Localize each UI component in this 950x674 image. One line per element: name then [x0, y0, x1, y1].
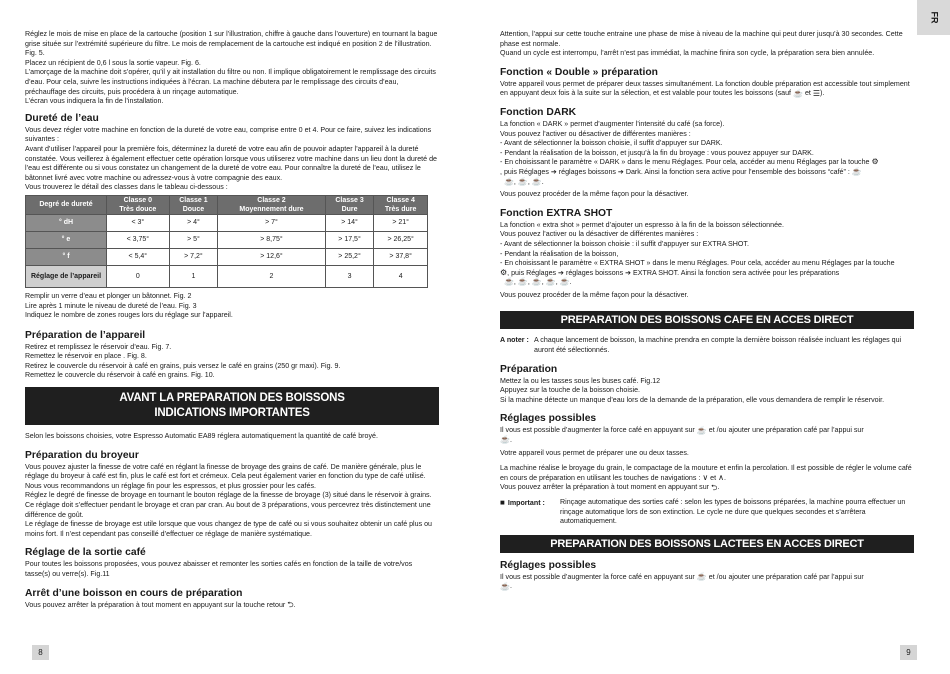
paragraph — [500, 168, 914, 178]
paragraph-text: Il vous est possible d’augmenter la force café en appuyant sur — [500, 426, 695, 435]
note-label: A noter : — [500, 336, 529, 345]
coffee-cup-icon: ☕ — [531, 277, 542, 287]
paragraph: - Avant de sélectionner la boisson choisie, il suffit d’appuyer sur DARK. — [500, 139, 723, 148]
paragraph — [500, 426, 914, 436]
table-cell: < 3° — [107, 214, 170, 231]
paragraph: ☕, ☕, ☕. — [503, 176, 544, 186]
table-cell: 2 — [218, 265, 326, 287]
paragraph: Vous devez régler votre machine en fonction de la dureté de votre eau, comprise entre 0 et 4. Pour ce faire, suivez les indications suivantes : — [25, 125, 432, 144]
paragraph-text: et — [710, 473, 717, 482]
coffee-cup-icon: ☕ — [503, 176, 514, 186]
chevron-down-icon: ∨ — [702, 472, 709, 482]
section-heading: Fonction « Double » préparation — [500, 66, 658, 78]
section-heading: Dureté de l’eau — [25, 112, 99, 124]
paragraph: ☕, ☕, ☕, ☕, ☕. — [503, 277, 572, 287]
paragraph: Selon les boissons choisies, votre Espresso Automatic EA89 réglera automatiquement la quantité de café broyé. — [25, 432, 378, 441]
paragraph: ☕. — [500, 581, 512, 591]
left-column — [25, 30, 439, 610]
paragraph: Mettez la ou les tasses sous les buses café. Fig.12 — [500, 376, 661, 385]
banner-line: AVANT LA PREPARATION DES BOISSONS — [119, 392, 345, 405]
paragraph-text: et /ou ajouter une préparation café par l’appui sur — [708, 572, 864, 581]
coffee-cup-icon: ☕ — [545, 277, 556, 287]
section-heading: Fonction EXTRA SHOT — [500, 207, 613, 219]
paragraph: Retirez le couvercle du réservoir à café en grains, puis versez le café en grains (250 gr maxi). Fig. 9. — [25, 361, 341, 370]
section-heading: Fonction DARK — [500, 106, 577, 118]
important-block — [500, 498, 914, 527]
paragraph-text: Vous pouvez arrêter la préparation à tout moment en appuyant sur — [500, 483, 709, 492]
table-header: Degré de dureté — [26, 195, 107, 214]
paragraph-text: Il vous est possible d’augmenter la force café en appuyant sur — [500, 572, 695, 581]
extra-shot-icon: ☕ — [500, 435, 510, 445]
paragraph: Lire après 1 minute le niveau de dureté de l’eau. Fig. 3 — [25, 301, 197, 310]
coffee-cup-icon: ☕ — [559, 277, 570, 287]
table-header-row — [26, 195, 428, 214]
table-cell: < 5,4° — [107, 248, 170, 265]
paragraph: Vous pouvez ajuster la finesse de votre café en réglant la finesse de broyage des grains de café. De manière générale, plus le réglage du broyeur à café est fin, plus le café est fort et crémeux. Cela peut également varier en fonction du type de café utilisé. Nous vous recommandons un réglage fin pour les espressos, et plus grossier pour les cafés. — [25, 462, 426, 490]
paragraph-text: , puis Réglages ➔ réglages boissons ➔ EXTRA SHOT. Ainsi la fonction sera activée pour les préparations — [507, 268, 840, 277]
table-header: Classe 0 Très douce — [107, 195, 170, 214]
paragraph: Vous pouvez l’activer ou désactiver de différentes manières : — [500, 129, 691, 138]
paragraph: - Pendant la réalisation de la boisson, et jusqu’à la fin du broyage : vous pouvez appuyer sur DARK. — [500, 148, 814, 157]
paragraph: Remplir un verre d’eau et plonger un bâtonnet. Fig. 2 — [25, 291, 192, 300]
row-label: Réglage de l’appareil — [26, 265, 107, 287]
paragraph: Votre appareil vous permet de préparer deux tasses simultanément. La fonction double préparation est accessible tout simplement en appuyant deux fois à la suite sur la sélection, et est valable pour toutes les boissons (sauf ☕ et ☰). — [500, 79, 910, 98]
table-cell: 1 — [169, 265, 218, 287]
paragraph: L’écran vous indiquera la fin de l’installation. — [25, 97, 164, 106]
table-cell: > 17,5° — [325, 231, 374, 248]
paragraph: Placez un récipient de 0,6 l sous la sortie vapeur. Fig. 6. — [25, 58, 201, 67]
coffee-cup-icon: ☕ — [531, 176, 542, 186]
note-text: A chaque lancement de boisson, la machine prendra en compte la dernière boisson réalisée incluant les réglages qui auront été sélectionnés. — [534, 336, 902, 355]
paragraph: La fonction « extra shot » permet d’ajouter un espresso à la fin de la boisson sélectionnée. — [500, 220, 784, 229]
paragraph: Retirez et remplissez le réservoir d’eau. Fig. 7. — [25, 342, 172, 351]
coffee-cup-icon: ☕ — [517, 277, 528, 287]
table-cell: > 37,8° — [374, 248, 428, 265]
table-row — [26, 265, 428, 287]
section-heading: Préparation du broyeur — [25, 449, 139, 461]
back-icon: ⮌ — [287, 599, 294, 609]
paragraph: Vous trouverez le détail des classes dans le tableau ci-dessous : — [25, 183, 228, 192]
table-header: Classe 2 Moyennement dure — [218, 195, 326, 214]
paragraph: Remettez le réservoir en place . Fig. 8. — [25, 352, 147, 361]
table-row — [26, 248, 428, 265]
table-cell: > 25,2° — [325, 248, 374, 265]
dark-icon: ☕ — [696, 425, 707, 435]
paragraph-text: Vous pouvez arrêter la préparation à tout moment en appuyant sur la touche retour — [25, 600, 286, 609]
paragraph: Vous pouvez arrêter la préparation à tout moment en appuyant sur la touche retour ⮌. — [25, 599, 296, 609]
gear-icon: ⚙ — [871, 157, 879, 167]
table-header: Classe 3 Dure — [325, 195, 374, 214]
paragraph-text: Votre appareil vous permet de préparer deux tasses simultanément. La fonction double préparation est accessible tout simplement en appuyant deux fois à la suite sur la sélection, et est valable pour toutes les boissons (sauf — [500, 79, 910, 98]
paragraph: La machine réalise le broyage du grain, le compactage de la mouture et enfin la percolation. Il est possible de régler le volume café en cours de préparation en utilisant les touches de navigations : ∨ et ∧. — [500, 464, 912, 482]
right-column — [500, 30, 914, 592]
coffee-cup-icon: ☕ — [517, 176, 528, 186]
table-row — [26, 231, 428, 248]
table-header: Classe 1 Douce — [169, 195, 218, 214]
paragraph: L’amorçage de la machine doit s’opérer, qu’il y ait installation du filtre ou non. Il implique obligatoirement le remplissage des circuits d’eau. Pour cela, suivre les instructions indiquées à l’écran. La machine débutera par le remplissage des circuits d’eau, préchauffage des circuits, puis procédera à un rinçage automatique. — [25, 68, 436, 96]
paragraph-text: et /ou ajouter une préparation café par l’appui sur — [708, 426, 864, 435]
paragraph: Réglez le mois de mise en place de la cartouche (position 1 sur l’illustration, chiffre à gauche dans l’ouverture) en tournant la bague grise située sur l’extrémité supérieure du filtre. Le mois de remplacement de la cartouche est indiqué en position 2 de l’illustration. Fig. 5. — [25, 30, 438, 58]
chevron-up-icon: ∧ — [718, 472, 724, 482]
page-number: 8 — [32, 645, 49, 660]
paragraph: Pour toutes les boissons proposées, vous pouvez abaisser et remonter les sorties cafés en fonction de la taille de votre/vos tasse(s) ou verre(s). Fig.11 — [25, 560, 413, 578]
table-cell: > 14° — [325, 214, 374, 231]
important-text: Rinçage automatique des sorties café : selon les types de boissons préparées, la machine pourra effectuer un rinçage automatique lors de son extinction. Le cycle ne dure que quelques secondes et s’arrêtera automatiquement. — [560, 498, 906, 526]
banner-line: INDICATIONS IMPORTANTES — [154, 407, 310, 420]
paragraph: Appuyez sur la touche de la boisson choisie. — [500, 386, 640, 395]
paragraph: Vous pouvez procéder de la même façon pour la désactiver. — [500, 190, 689, 199]
dark-icon: ☕ — [696, 571, 707, 581]
coffee-cup-icon: ☕ — [503, 277, 514, 287]
paragraph: - Avant de sélectionner la boisson choisie : il suffit d’appuyer sur EXTRA SHOT. — [500, 239, 749, 248]
row-label: ° dH — [26, 214, 107, 231]
paragraph: - En choisissant le paramètre « EXTRA SHOT » dans le menu Réglages. Pour cela, accéder au menu Réglages par la touche — [500, 259, 895, 268]
section-heading: Réglage de la sortie café — [25, 547, 146, 559]
paragraph: Si la machine détecte un manque d’eau lors de la demande de la préparation, elle vous demandera de remplir le réservoir. — [500, 395, 885, 404]
table-cell: > 7,2° — [169, 248, 218, 265]
table-cell: 0 — [107, 265, 170, 287]
section-heading: Préparation de l’appareil — [25, 329, 146, 341]
section-heading: Réglages possibles — [500, 413, 597, 425]
table-cell: < 3,75° — [107, 231, 170, 248]
paragraph-text: La machine réalise le broyage du grain, le compactage de la mouture et enfin la percolation. Il est possible de régler le volume café en cours de préparation en utilisant les touches de navigations : — [500, 464, 912, 482]
menu-icon: ☰ — [812, 88, 821, 98]
paragraph-text: , puis Réglages ➔ réglages boissons ➔ Dark. Ainsi la fonction sera active pour l’ensemble des boissons “café” : — [500, 167, 850, 176]
table-cell: > 4° — [169, 214, 218, 231]
back-icon: ⮌ — [710, 482, 718, 492]
paragraph: Vous pouvez l’activer ou la désactiver de différentes manières : — [500, 230, 699, 239]
page-number: 9 — [900, 645, 917, 660]
row-label: ° f — [26, 248, 107, 265]
section-banner — [25, 387, 439, 425]
gear-icon: ⚙ — [500, 267, 508, 277]
table-cell: > 5° — [169, 231, 218, 248]
paragraph: Vous pouvez procéder de la même façon pour la désactiver. — [500, 290, 689, 299]
important-label: ■ Important : — [500, 498, 560, 527]
language-tab: FR — [917, 0, 950, 35]
table-cell: > 21° — [374, 214, 428, 231]
table-row — [26, 214, 428, 231]
right-page — [475, 0, 950, 674]
table-cell: > 12,6° — [218, 248, 326, 265]
paragraph: Réglez le degré de finesse de broyage en tournant le bouton réglage de la finesse de broyage (3) situé dans le réservoir à grains. Ce réglage doit s’effectuer pendant le broyage et cran par cran. Au bout de 3 préparations, vous percevrez très distinctement une différence de goût. — [25, 491, 432, 519]
paragraph: Votre appareil vous permet de préparer une ou deux tasses. — [500, 448, 689, 457]
paragraph — [500, 573, 914, 583]
paragraph: ☕. — [500, 435, 512, 445]
paragraph: Quand un cycle est interrompu, l’arrêt n’est pas immédiat, la machine finira son cycle, la préparation sera bien annulée. — [500, 49, 875, 58]
paragraph: Avant d’utiliser l’appareil pour la première fois, déterminez la dureté de votre eau afin de pouvoir adapter l’appareil à la dureté constatée. Vous veillerez à également effectuer cette opération lorsque vous utiliserez votre machine dans un lieu dont la dureté de l’eau est différente ou si vous constatez un changement de la dureté de votre eau. Pour connaître la dureté de l’eau, utilisez le bâtonnet livré avec votre machine ou adressez-vous à votre compagnie des eaux. — [25, 144, 437, 182]
paragraph: Attention, l’appui sur cette touche entraine une phase de mise à niveau de la machine qui peut durer jusqu’à 30 secondes. Cette phase est normale. — [500, 30, 903, 48]
section-banner: PREPARATION DES BOISSONS LACTEES EN ACCES DIRECT — [500, 535, 914, 553]
table-cell: > 8,75° — [218, 231, 326, 248]
table-cell: > 7° — [218, 214, 326, 231]
paragraph: - Pendant la réalisation de la boisson, — [500, 249, 619, 258]
paragraph-text: - En choisissant le paramètre « DARK » dans le menu Réglages. Pour cela, accéder au menu Réglages par la touche — [500, 158, 870, 167]
note-block — [500, 336, 914, 355]
extra-shot-icon: ☕ — [500, 581, 510, 591]
table-cell: > 26,25° — [374, 231, 428, 248]
paragraph: La fonction « DARK » permet d’augmenter l’intensité du café (sa force). — [500, 119, 725, 128]
section-heading: Préparation — [500, 363, 558, 375]
table-header: Classe 4 Très dure — [374, 195, 428, 214]
paragraph: Indiquez le nombre de zones rouges lors du réglage sur l’appareil. — [25, 311, 233, 320]
section-heading: Arrêt d’une boisson en cours de préparation — [25, 587, 243, 599]
section-banner: PREPARATION DES BOISSONS CAFE EN ACCES DIRECT — [500, 311, 914, 329]
table-cell: 3 — [325, 265, 374, 287]
paragraph: Vous pouvez arrêter la préparation à tout moment en appuyant sur ⮌. — [500, 482, 720, 492]
table-cell: 4 — [374, 265, 428, 287]
paragraph: Le réglage de finesse de broyage est utile lorsque que vous changez de type de café ou si vous souhaitez obtenir un café plus ou moins fort. Il n’est cependant pas conseillé d’effectuer ce réglage de manière systématique. — [25, 520, 432, 538]
section-heading: Réglages possibles — [500, 559, 597, 571]
water-hardness-table — [25, 195, 428, 288]
hot-water-icon: ☕ — [793, 88, 803, 98]
paragraph: Remettez le couvercle du réservoir à café en grains. Fig. 10. — [25, 371, 215, 380]
coffee-cup-icon: ☕ — [851, 167, 862, 177]
row-label: ° e — [26, 231, 107, 248]
